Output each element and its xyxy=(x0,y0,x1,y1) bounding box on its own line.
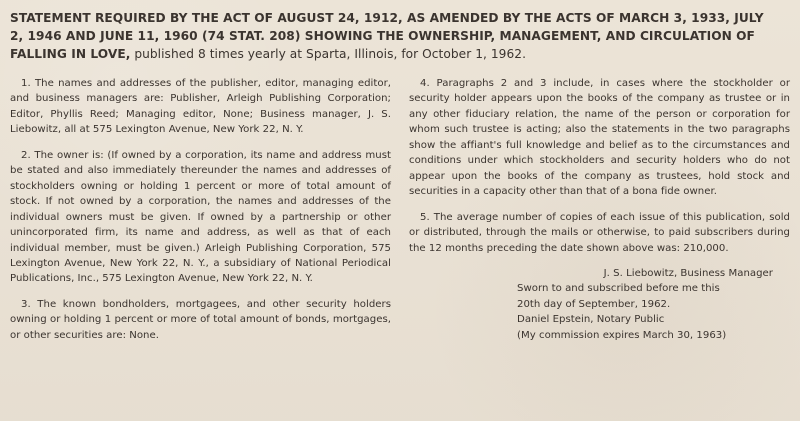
sworn-line-2: 20th day of September, 1962. xyxy=(517,298,671,310)
signoff-block xyxy=(409,266,790,343)
paragraph-1 xyxy=(10,76,391,138)
commission-expiry: (My commission expires March 30, 1963) xyxy=(517,329,727,341)
paragraph-3-text: 3. The known bondholders, mortgagees, and other security holders owning or holding 1 percent or more of total amount of bonds, mortgages, or other securities are: None. xyxy=(10,298,391,341)
header-line-3-normal: published 8 times yearly at Sparta, Illinois, for October 1, 1962. xyxy=(130,47,526,61)
paragraph-5 xyxy=(409,210,790,256)
statement-header xyxy=(10,9,790,63)
header-line-3-bold: FALLING IN LOVE, xyxy=(10,47,131,61)
header-line-1: STATEMENT REQUIRED BY THE ACT OF AUGUST 24, 1912, AS AMENDED BY THE ACTS OF MARCH 3, 1933, JULY xyxy=(10,11,764,25)
paragraph-3 xyxy=(10,297,391,343)
right-column xyxy=(409,76,790,406)
paragraph-1-text: 1. The names and addresses of the publisher, editor, managing editor, and business managers are: Publisher, Arleigh Publishing Corporation; Editor, Phyllis Reed; Managing editor, None; Business manager, J. S. Liebowitz, all at 575 Lexington Avenue, New York 22, N. Y. xyxy=(10,78,391,136)
paragraph-4 xyxy=(409,76,790,200)
paragraph-5-text: 5. The average number of copies of each issue of this publication, sold or distributed, through the mails or otherwise, to paid subscribers during the 12 months preceding the date shown above was: 210,000. xyxy=(409,211,790,254)
notary-name: Daniel Epstein, Notary Public xyxy=(517,314,665,326)
paragraph-4-text: 4. Paragraphs 2 and 3 include, in cases where the stockholder or security holder appears upon the books of the company as trustee or in any other fiduciary relation, the name of the person or corporation for whom such trustee is acting; also the statements in the two paragraphs show the affiant's full knowledge and belief as to the circumstances and conditions under which stockholders and security holders who do not appear upon the books of the company as trustees, hold stock and securities in a capacity other than that of a bona fide owner. xyxy=(409,78,790,198)
statement-columns xyxy=(10,76,790,406)
paragraph-2 xyxy=(10,148,391,287)
sworn-line-1: Sworn to and subscribed before me this xyxy=(517,283,720,295)
header-line-2: 2, 1946 AND JUNE 11, 1960 (74 STAT. 208) SHOWING THE OWNERSHIP, MANAGEMENT, AND CIRCULATION OF xyxy=(10,29,755,43)
left-column xyxy=(10,76,391,406)
paragraph-2-text: 2. The owner is: (If owned by a corporation, its name and address must be stated and also immediately thereunder the names and addresses of stockholders owning or holding 1 percent or more of total amount of stock. If not owned by a corporation, the names and addresses of the individual owners must be given. If owned by a partnership or other unincorporated firm, its name and address, as well as that of each individual member, must be given.) Arleigh Publishing Corporation, 575 Lexington Avenue, New York 22, N. Y., a subsidiary of National Periodical Publications, Inc., 575 Lexington Avenue, New York 22, N. Y. xyxy=(10,149,391,285)
header-line-3 xyxy=(10,45,790,63)
signature-name: J. S. Liebowitz, Business Manager xyxy=(603,267,773,279)
notary-block xyxy=(517,281,790,343)
